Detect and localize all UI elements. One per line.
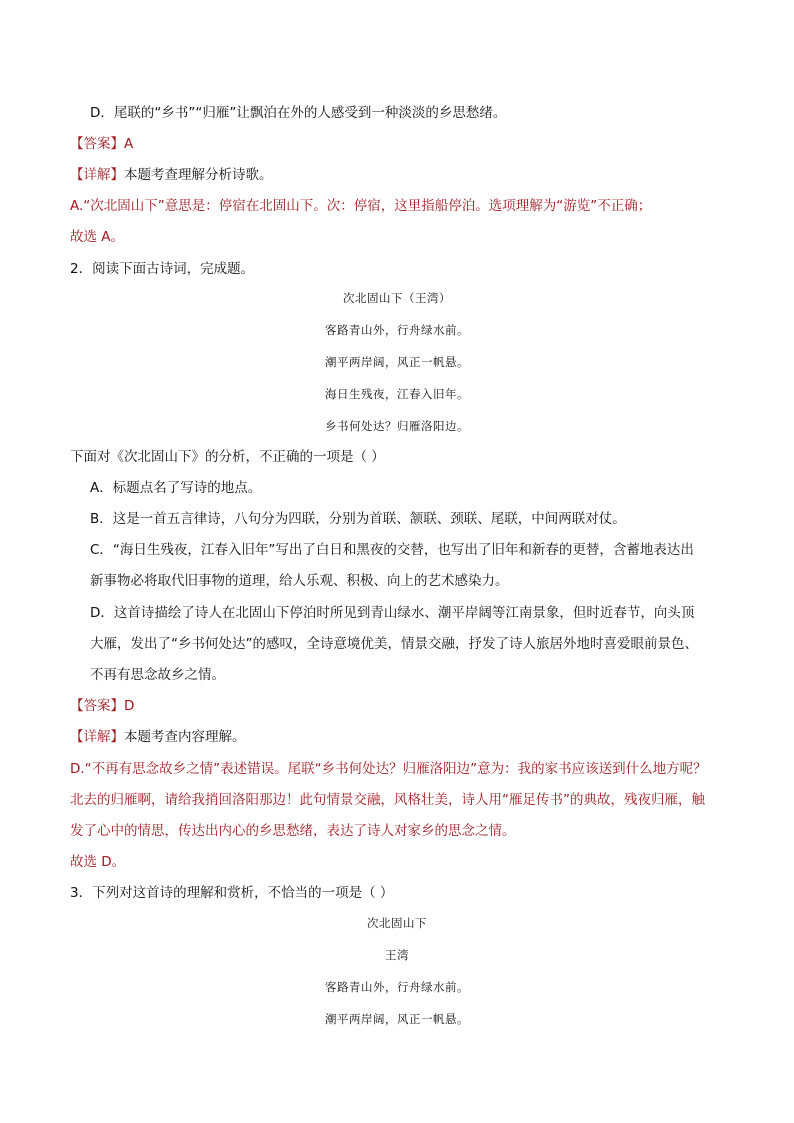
q2-detail	[70, 728, 724, 746]
q2-option-b: B．这是一首五言律诗，八句分为四联，分别为首联、颔联、颈联、尾联，中间两联对仗。	[90, 511, 626, 527]
q2-answer	[70, 697, 724, 715]
answer-value: D	[124, 698, 135, 714]
q2-explain-line-1: D.“不再有思念故乡之情”表述错误。尾联“乡书何处达？归雁洛阳边”意为：我的家书应该送到什么地方呢？	[70, 761, 707, 777]
q1-answer	[70, 135, 724, 153]
q3-poem-line-1: 客路青山外，行舟绿水前。	[325, 980, 469, 994]
q2-option-d-line-1: D．这首诗描绘了诗人在北固山下停泊时所见到青山绿水、潮平岸阔等江南景象，但时近春节，向头顶	[90, 605, 695, 621]
q2-option-c-line-2: 新事物必将取代旧事物的道理，给人乐观、积极、向上的艺术感染力。	[90, 573, 509, 589]
q1-option-d: D．尾联的“乡书”“归雁”让飘泊在外的人感受到一种淡淡的乡思愁绪。	[90, 105, 507, 121]
q1-detail	[70, 166, 724, 184]
q1-choose: 故选 A。	[70, 229, 125, 245]
q2-option-d-line-2: 大雁，发出了“乡书何处达”的感叹，全诗意境优美，情景交融，抒发了诗人旅居外地时喜爱眼前景色、	[90, 636, 698, 652]
q1-explain: A.“次北固山下”意思是：停宿在北固山下。次：停宿，这里指船停泊。选项理解为“游览”不正确；	[70, 198, 652, 214]
q3-stem: 3．下列对这首诗的理解和赏析，不恰当的一项是（ ）	[70, 885, 394, 901]
q2-explain-line-3: 发了心中的情思，传达出内心的乡思愁绪，表达了诗人对家乡的思念之情。	[70, 823, 516, 839]
detail-text: 本题考查内容理解。	[124, 729, 246, 745]
q2-poem-line-2: 潮平两岸阔，风正一帆悬。	[325, 355, 469, 369]
q2-intro: 2．阅读下面古诗词，完成题。	[70, 261, 255, 277]
answer-tag: 【答案】	[70, 136, 124, 152]
q3-poem-author: 王湾	[385, 948, 409, 962]
q2-option-c-line-1: C．“海日生残夜，江春入旧年”写出了白日和黑夜的交替，也写出了旧年和新春的更替，含蓄地表达出	[90, 542, 694, 558]
q2-poem-line-3: 海日生残夜，江春入旧年。	[325, 387, 469, 401]
q2-option-a: A．标题点名了写诗的地点。	[90, 480, 262, 496]
q2-explain-line-2: 北去的归雁啊，请给我捎回洛阳那边！此句情景交融，风格壮美，诗人用“雁足传书”的典故，残夜归雁，触	[70, 792, 705, 808]
answer-tag: 【答案】	[70, 698, 124, 714]
q2-poem-title: 次北固山下（王湾）	[343, 291, 451, 305]
answer-value: A	[124, 136, 134, 152]
detail-tag: 【详解】	[70, 729, 124, 745]
q2-choose: 故选 D。	[70, 854, 126, 870]
q2-poem-line-1: 客路青山外，行舟绿水前。	[325, 323, 469, 337]
q2-option-d-line-3: 不再有思念故乡之情。	[90, 667, 225, 683]
q2-stem: 下面对《次北固山下》的分析，不正确的一项是（ ）	[70, 449, 385, 465]
q3-poem-line-2: 潮平两岸阔，风正一帆悬。	[325, 1012, 469, 1026]
q3-poem-title: 次北固山下	[367, 916, 427, 930]
detail-text: 本题考查理解分析诗歌。	[124, 167, 273, 183]
q2-poem-line-4: 乡书何处达？归雁洛阳边。	[325, 419, 469, 433]
detail-tag: 【详解】	[70, 167, 124, 183]
